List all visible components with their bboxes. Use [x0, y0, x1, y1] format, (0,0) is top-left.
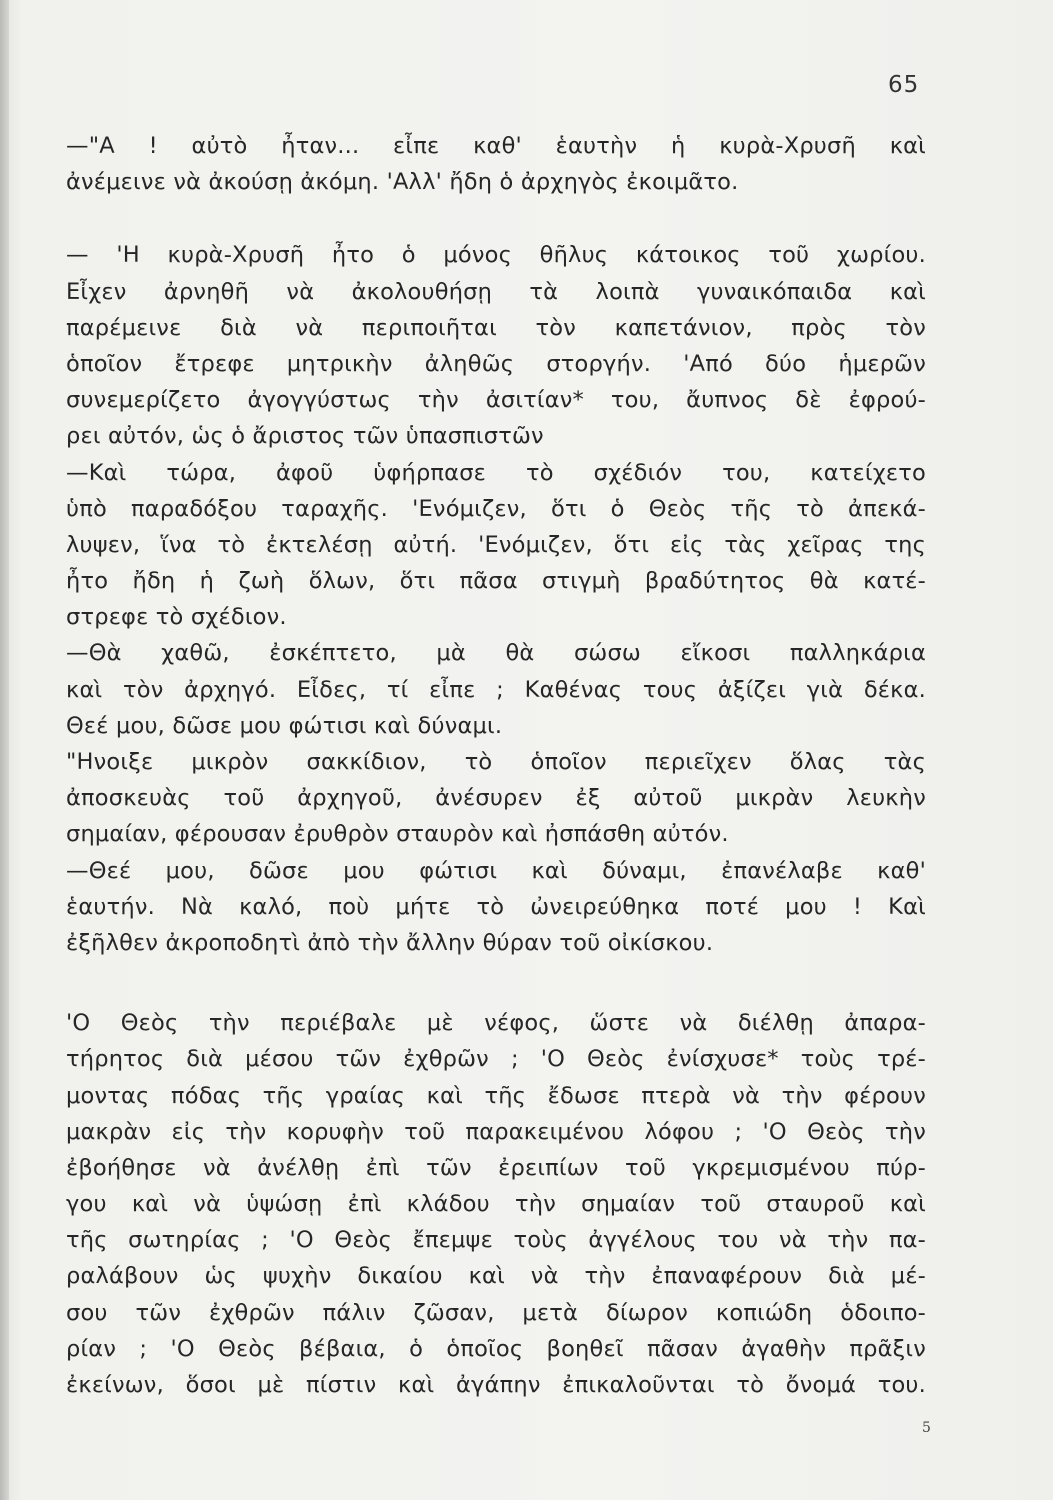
text-line: —Καὶ τώρα, ἀφοῦ ὑφήρπασε τὸ σχέδιόν του, κατείχετο: [66, 459, 926, 486]
text-line: ρίαν ; 'Ο Θεὸς βέβαια, ὁ ὁποῖος βοηθεῖ πᾶσαν ἀγαθὴν πρᾶξιν: [66, 1335, 926, 1362]
text-line: μοντας πόδας τῆς γραίας καὶ τῆς ἔδωσε πτερὰ νὰ τὴν φέρουν: [66, 1082, 926, 1109]
text-line: Εἶχεν ἀρνηθῆ νὰ ἀκολουθήσῃ τὰ λοιπὰ γυναικόπαιδα καὶ: [66, 278, 926, 305]
text-line: "Ηνοιξε μικρὸν σακκίδιον, τὸ ὁποῖον περιεῖχεν ὅλας τὰς: [66, 749, 926, 775]
text-line: — 'Η κυρὰ-Χρυσῆ ἦτο ὁ μόνος θῆλυς κάτοικος τοῦ χωρίου.: [66, 242, 926, 269]
text-line: γου καὶ νὰ ὑψώσῃ ἐπὶ κλάδου τὴν σημαίαν τοῦ σταυροῦ καὶ: [66, 1191, 926, 1218]
text-line: ἀνέμεινε νὰ ἀκούσῃ ἀκόμη. 'Αλλ' ἤδη ὁ ἀρχηγὸς ἐκοιμᾶτο.: [66, 169, 739, 196]
section-gap: [66, 961, 926, 1005]
text-line: ρει αὐτόν, ὡς ὁ ἄριστος τῶν ὑπασπιστῶν: [66, 423, 544, 450]
text-line: παρέμεινε διὰ νὰ περιποιῆται τὸν καπετάνιον, πρὸς τὸν: [66, 314, 926, 341]
text-line: ἀποσκευὰς τοῦ ἀρχηγοῦ, ἀνέσυρεν ἐξ αὐτοῦ μικρὰν λευκὴν: [66, 785, 926, 812]
text-line: σου τῶν ἐχθρῶν πάλιν ζῶσαν, μετὰ δίωρον κοπιώδη ὁδοιπο-: [66, 1299, 926, 1326]
page-spine-shadow: [0, 0, 9, 1500]
text-line: ἐξῆλθεν ἀκροποδητὶ ἀπὸ τὴν ἄλλην θύραν τοῦ οἰκίσκου.: [66, 929, 714, 956]
page-number: 65: [888, 72, 920, 98]
text-line: ἐκείνων, ὅσοι μὲ πίστιν καὶ ἀγάπην ἐπικαλοῦνται τὸ ὄνομά του.: [66, 1372, 926, 1398]
sheet-signature-mark: 5: [922, 1420, 931, 1436]
text-line: καὶ τὸν ἀρχηγό. Εἶδες, τί εἶπε ; Καθένας τους ἀξίζει γιὰ δέκα.: [66, 676, 926, 703]
text-line: ὁποῖον ἔτρεφε μητρικὴν ἀληθῶς στοργήν. 'Από δύο ἡμερῶν: [66, 350, 926, 377]
text-line: —"Α ! αὐτὸ ἦταν... εἶπε καθ' ἑαυτὴν ἡ κυρὰ-Χρυσῆ καὶ: [66, 133, 926, 159]
text-line: ἑαυτήν. Νὰ καλό, ποὺ μήτε τὸ ὠνειρεύθηκα ποτέ μου ! Καὶ: [66, 893, 926, 920]
text-line: τήρητος διὰ μέσου τῶν ἐχθρῶν ; 'Ο Θεὸς ἐνίσχυσε* τοὺς τρέ-: [66, 1046, 926, 1073]
text-line: σημαίαν, φέρουσαν ἐρυθρὸν σταυρὸν καὶ ἠσπάσθη αὐτόν.: [66, 821, 729, 848]
text-line: 'Ο Θεὸς τὴν περιέβαλε μὲ νέφος, ὥστε νὰ διέλθῃ ἀπαρα-: [66, 1010, 926, 1037]
body-text: [66, 128, 926, 1403]
text-line: τῆς σωτηρίας ; 'Ο Θεὸς ἔπεμψε τοὺς ἀγγέλους του νὰ τὴν πα-: [66, 1227, 926, 1254]
text-line: μακρὰν εἰς τὴν κορυφὴν τοῦ παρακειμένου λόφου ; 'Ο Θεὸς τὴν: [66, 1118, 926, 1145]
text-line: —Θεέ μου, δῶσε μου φώτισι καὶ δύναμι, ἐπανέλαβε καθ': [66, 857, 926, 884]
text-line: ραλάβουν ὡς ψυχὴν δικαίου καὶ νὰ τὴν ἐπαναφέρουν διὰ μέ-: [66, 1263, 926, 1290]
text-line: ἐβοήθησε νὰ ἀνέλθῃ ἐπὶ τῶν ἐρειπίων τοῦ γκρεμισμένου πύρ-: [66, 1154, 926, 1181]
text-line: —Θὰ χαθῶ, ἐσκέπτετο, μὰ θὰ σώσω εἴκοσι παλληκάρια: [66, 640, 926, 667]
text-line: ἦτο ἤδη ἡ ζωὴ ὅλων, ὅτι πᾶσα στιγμὴ βραδύτητος θὰ κατέ-: [66, 568, 926, 595]
section-gap: [66, 200, 926, 237]
text-line: λυψεν, ἵνα τὸ ἐκτελέσῃ αὐτή. 'Ενόμιζεν, ὅτι εἰς τὰς χεῖρας της: [66, 531, 926, 558]
text-line: στρεφε τὸ σχέδιον.: [66, 604, 287, 631]
text-line: ὑπὸ παραδόξου ταραχῆς. 'Ενόμιζεν, ὅτι ὁ Θεὸς τῆς τὸ ἀπεκά-: [66, 495, 926, 522]
text-line: συνεμερίζετο ἀγογγύστως τὴν ἀσιτίαν* του, ἄυπνος δὲ ἐφρού-: [66, 387, 926, 414]
text-line: Θεέ μου, δῶσε μου φώτισι καὶ δύναμι.: [66, 712, 503, 739]
